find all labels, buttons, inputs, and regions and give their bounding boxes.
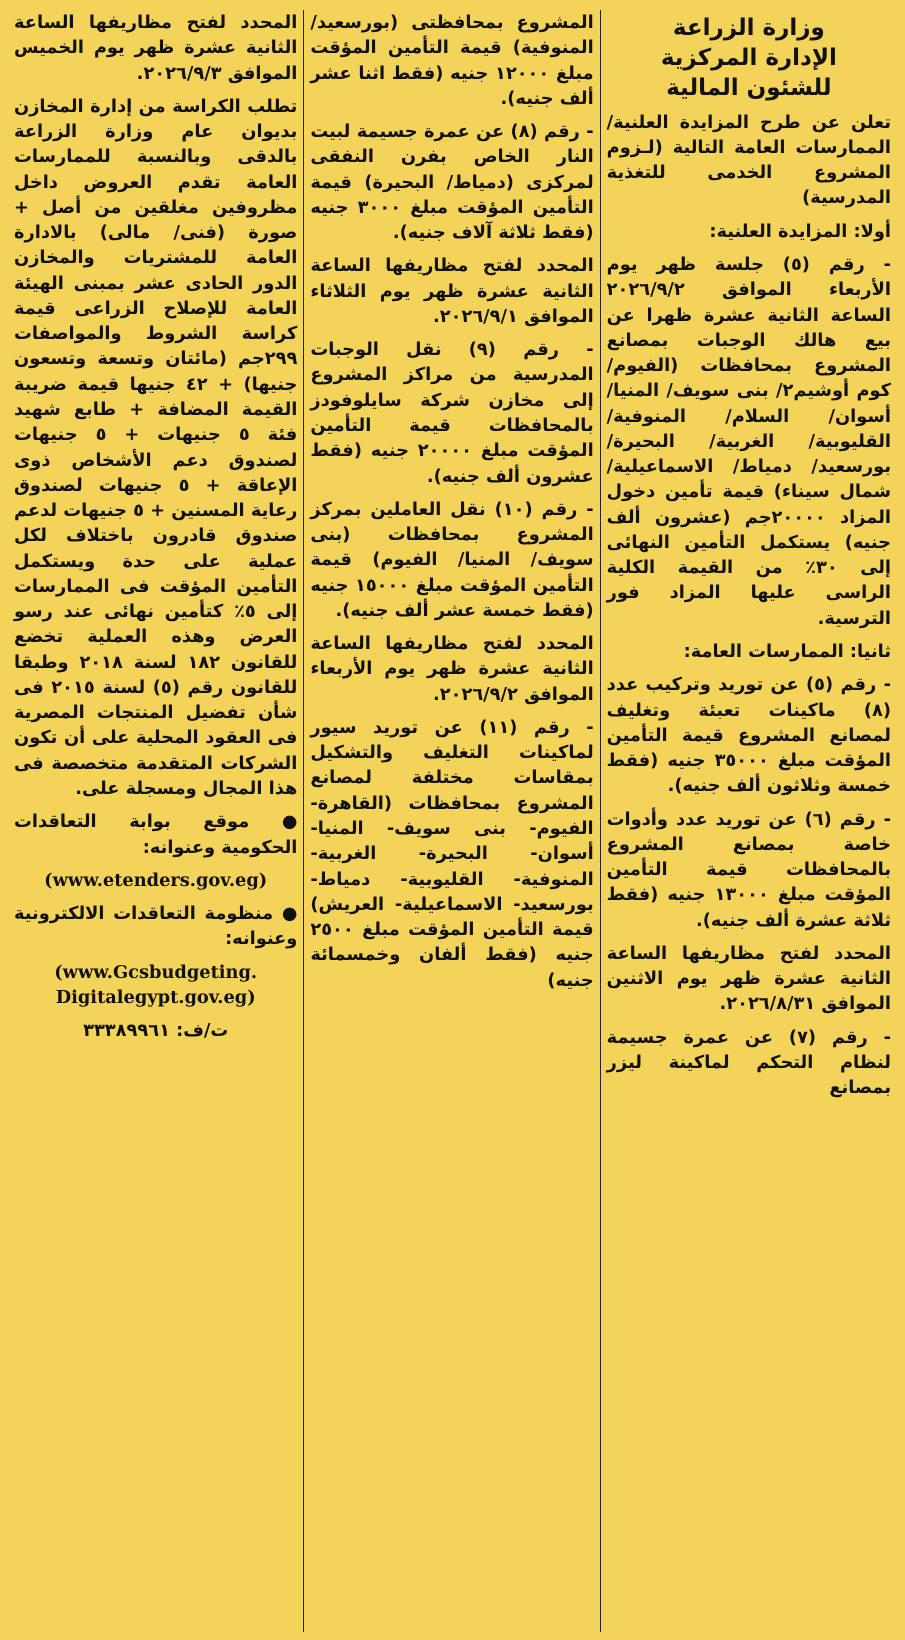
- announcement-intro: تعلن عن طرح المزايدة العلنية/ الممارسات العامة التالية (لـزوم المشروع الخدمى للتغذية المدرسية): [606, 111, 891, 209]
- column-1: [601, 10, 897, 1632]
- opening-date-4: المحدد لفتح مظاريفها الساعة الثانية عشرة ظهر يوم الخميس الموافق ٢٠٢٦/٩/٣.: [14, 12, 298, 84]
- practice-item-11: - رقم (١١) عن توريد سيور لماكينات التغليف والتشكيل بمقاسات مختلفة لمصانع المشروع بمحافظات (القاهرة- الفيوم- بنى سويف- المنيا- أسوان- البحيرة- الغربية- المنوفية- القليوبية- دمياط- بورسعيد- الاسماعيلية- العريش) قيمة التأمين المؤقت مبلغ ٢٥٠٠ جنيه (فقط ألفان وخمسمائة جنيه): [310, 716, 594, 991]
- opening-date-3: المحدد لفتح مظاريفها الساعة الثانية عشرة ظهر يوم الأربعاء الموافق ٢٠٢٦/٩/٢.: [310, 633, 594, 705]
- e-contracting-label: ● منظومة التعاقدات الالكترونية وعنوانه:: [14, 903, 298, 950]
- practice-item-7-end: المشروع بمحافظتى (بورسعيد/ المنوفية) قيمة التأمين المؤقت مبلغ ١٢٠٠٠ جنيه (فقط اثنا عشر ألف جنيه).: [310, 12, 594, 109]
- opening-date-1: المحدد لفتح مظاريفها الساعة الثانية عشرة ظهر يوم الاثنين الموافق ٢٠٢٦/٨/٣١.: [606, 942, 891, 1015]
- section-heading-auction: أولا: المزايدة العلنية:: [709, 220, 891, 242]
- ministry-header: [607, 14, 891, 104]
- practice-item-8: - رقم (٨) عن عمرة جسيمة لبيت النار الخاص بفرن النفقى لمركزى (دمياط/ البحيرة) قيمة التأمين المؤقت مبلغ ٣٠٠٠ جنيه (فقط ثلاثة آلاف جنيه).: [310, 121, 594, 244]
- central-administration: الإدارة المركزية: [660, 44, 837, 71]
- opening-date-2: المحدد لفتح مظاريفها الساعة الثانية عشرة ظهر يوم الثلاثاء الموافق ٢٠٢٦/٩/١.: [310, 255, 594, 327]
- practice-item-9: - رقم (٩) نقل الوجبات المدرسية من مراكز المشروع إلى مخازن شركة سايلوفودز بالمحافظات قيمة التأمين المؤقت مبلغ ٢٠٠٠٠ جنيه (فقط عشرون ألف جنيه).: [310, 339, 594, 487]
- phone-fax: ت/ف: ٣٣٣٨٩٩٦١: [83, 1020, 229, 1042]
- column-3: [8, 10, 304, 1632]
- etenders-portal-label: ● موقع بوابة التعاقدات الحكومية وعنوانه:: [14, 811, 298, 858]
- auction-item-5: - رقم (٥) جلسة ظهر يوم الأربعاء الموافق ٢٠٢٦/٩/٢ الساعة الثانية عشرة ظهرا عن بيع هالك الوجبات بمصانع المشروع بمحافظات (الفيوم/ كوم أوشيم٢/ بنى سويف/ المنيا/ أسوان/ السلام/ المنوفية/ القليوبية/ الغربية/ البحيرة/ بورسعيد/ دمياط/ الاسماعيلية/ شمال سيناء) قيمة تأمين دخول المزاد ٢٠٠٠٠جم (عشرون ألف جنيه) يستكمل التأمين النهائى إلى ٣٠٪ من القيمة الكلية الراسى عليها المزاد فور الترسية.: [606, 254, 891, 629]
- practice-item-10: - رقم (١٠) نقل العاملين بمركز المشروع بمحافظات (بنى سويف/ المنيا/ الفيوم) قيمة التأمين المؤقت مبلغ ١٥٠٠٠ جنيه (فقط خمسة عشر ألف جنيه).: [310, 498, 594, 621]
- ministry-name: وزارة الزراعة: [672, 15, 825, 41]
- financial-affairs: للشئون المالية: [666, 74, 832, 101]
- column-2: [304, 10, 600, 1632]
- practice-item-7-start: - رقم (٧) عن عمرة جسيمة لنظام التحكم لماكينة ليزر بمصانع: [606, 1026, 891, 1099]
- columns: [8, 10, 897, 1632]
- section-heading-practices: ثانيا: الممارسات العامة:: [683, 640, 891, 662]
- practice-item-5: - رقم (٥) عن توريد وتركيب عدد (٨) ماكينات تعبئة وتغليف لمصانع المشروع قيمة التأمين المؤقت مبلغ ٣٥٠٠٠ جنيه (فقط خمسة وثلاثون ألف جنيه).: [606, 674, 891, 797]
- practice-item-6: - رقم (٦) عن توريد عدد وأدوات خاصة بمصانع المشروع بالمحافظات قيمة التأمين المؤقت مبلغ ١٣٠٠٠ جنيه (فقط ثلاثة عشرة ألف جنيه).: [606, 808, 891, 931]
- etenders-url[interactable]: (www.etenders.gov.eg): [44, 869, 268, 891]
- gcs-budgeting-url[interactable]: (www.Gcsbudgeting. Digitalegypt.gov.eg): [54, 961, 258, 1008]
- booklet-instructions: تطلب الكراسة من إدارة المخازن بديوان عام وزارة الزراعة بالدقى وبالنسبة للممارسات العامة تقدم العروض داخل مظروفين مغلقين من أصل + صورة (فنى/ مالى) بالادارة العامة للمشتريات والمخازن الدور الحادى عشر بمبنى الهيئة العامة للإصلاح الزراعى قيمة كراسة الشروط والمواصفات ٢٩٩جم (مائتان وتسعة وتسعون جنيها) + ٤٢ جنيها قيمة ضريبة القيمة المضافة + طابع شهيد فئة ٥ جنيهات + ٥ جنيهات لصندوق دعم الأشخاص ذوى الإعاقة + ٥ جنيهات لصندوق رعاية المسنين + ٥ جنيهات لدعم صندوق قادرون باختلاف لكل عملية على حدة ويستكمل التأمين المؤقت فى الممارسات إلى ٥٪ كتأمين نهائى عند رسو العرض وهذه العملية تخضع للقانون ١٨٢ لسنة ٢٠١٨ وطبقا للقانون رقم (٥) لسنة ٢٠١٥ فى شأن تفضيل المنتجات المصرية فى العقود المحلية على أن تكون الشركات المتقدمة متخصصة فى هذا المجال ومسجلة على.: [14, 95, 298, 799]
